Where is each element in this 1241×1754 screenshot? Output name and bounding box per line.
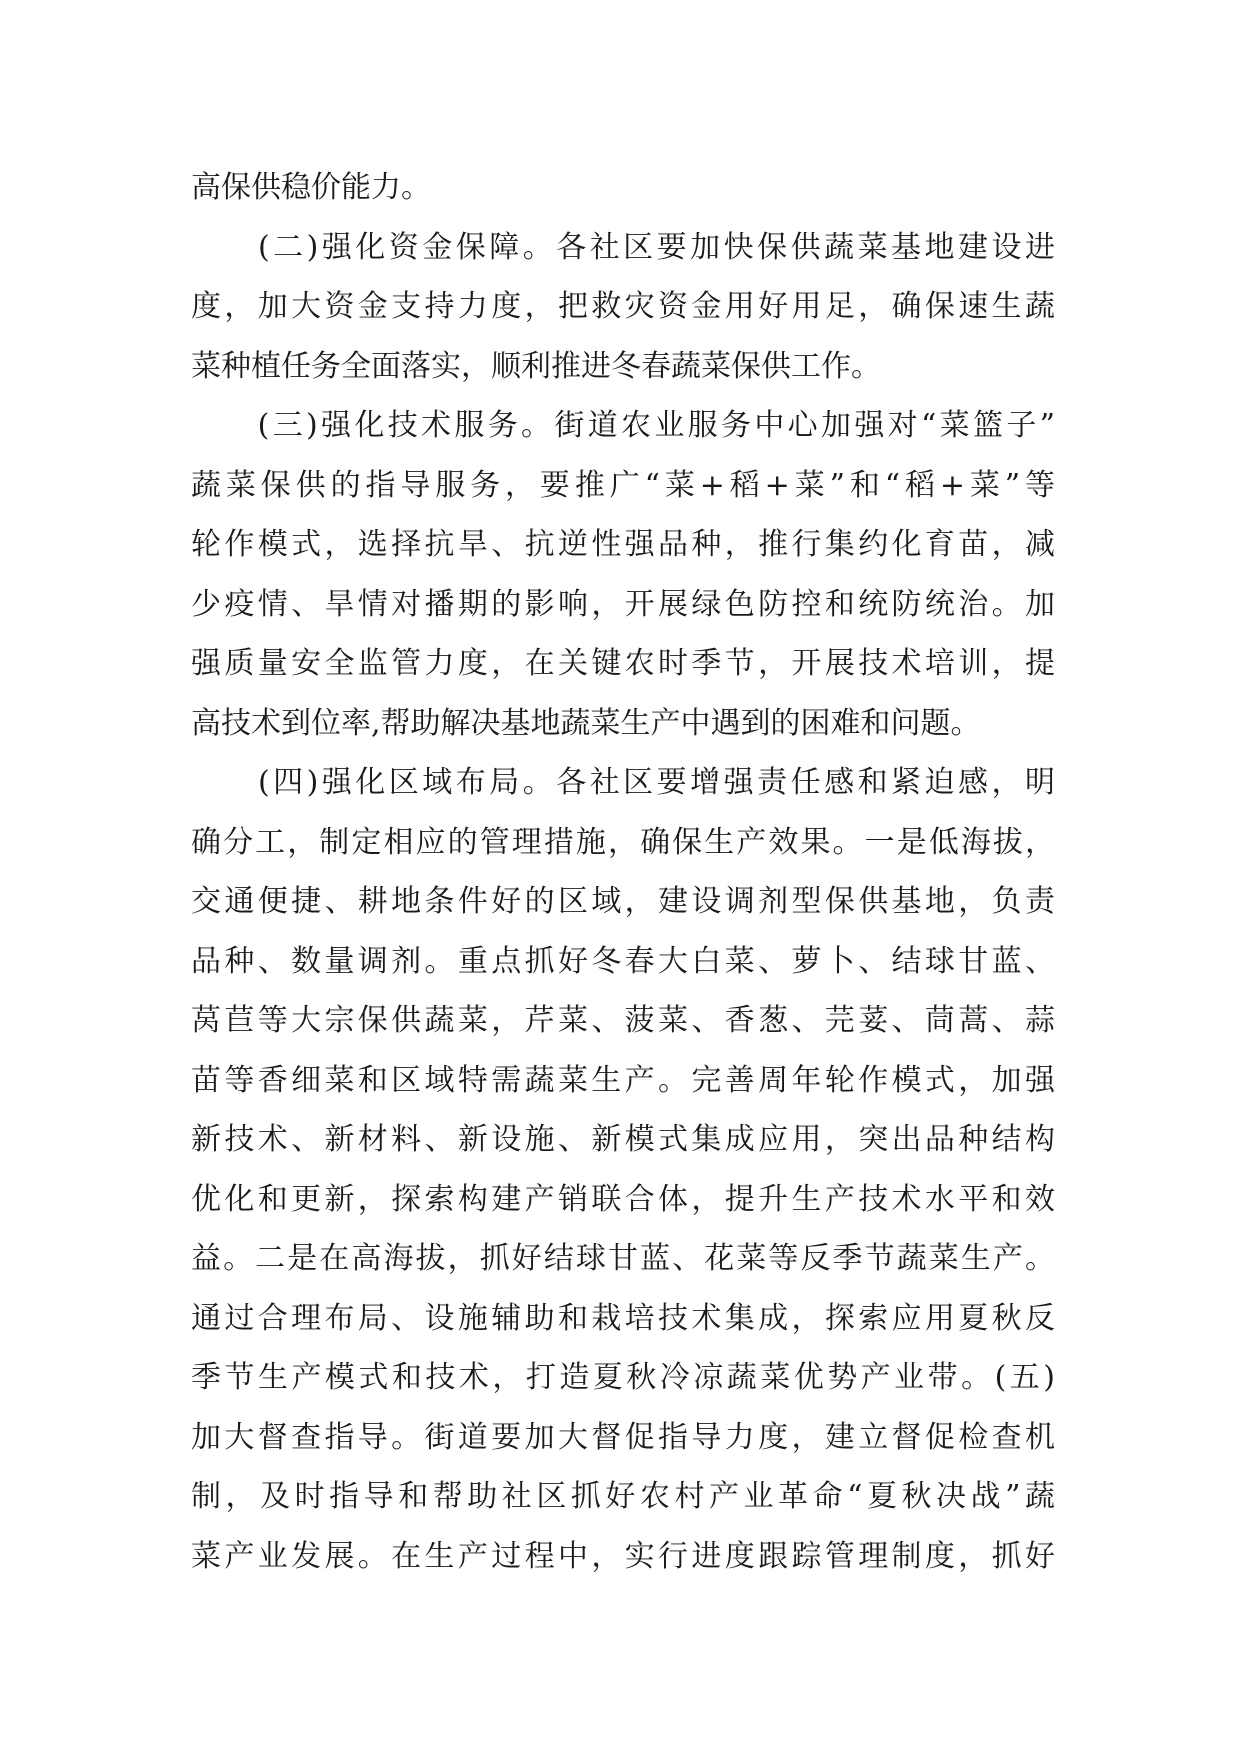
text-line: 高保供稳价能力。 [191, 170, 431, 205]
text-line: 新技术、新材料、新设施、新模式集成应用，突出品种结构 [191, 1122, 1055, 1157]
text-line: 菜种植任务全面落实，顺利推进冬春蔬菜保供工作。 [191, 348, 881, 384]
text-line: 制，及时指导和帮助社区抓好农村产业革命“夏秋决战”蔬 [191, 1479, 1055, 1514]
text-line: 确分工，制定相应的管理措施，确保生产效果。一是低海拔， [191, 824, 1055, 860]
text-line: 莴苣等大宗保供蔬菜，芹菜、菠菜、香葱、芫荽、茼蒿、蒜 [191, 1003, 1055, 1038]
text-line: (二)强化资金保障。各社区要加快保供蔬菜基地建设进 [191, 229, 1055, 265]
text-line: 优化和更新，探索构建产销联合体，提升生产技术水平和效 [191, 1181, 1055, 1217]
text-line: 通过合理布局、设施辅助和栽培技术集成，探索应用夏秋反 [191, 1300, 1055, 1336]
text-line: 加大督查指导。街道要加大督促指导力度，建立督促检查机 [191, 1419, 1055, 1455]
text-line: 菜产业发展。在生产过程中，实行进度跟踪管理制度，抓好 [191, 1538, 1055, 1574]
text-line: 品种、数量调剂。重点抓好冬春大白菜、萝卜、结球甘蓝、 [191, 943, 1055, 979]
text-line: (三)强化技术服务。街道农业服务中心加强对“菜篮子” [191, 408, 1055, 443]
text-line: 苗等香细菜和区域特需蔬菜生产。完善周年轮作模式，加强 [191, 1062, 1055, 1098]
text-line: 高技术到位率,帮助解决基地蔬菜生产中遇到的困难和问题。 [191, 705, 981, 741]
text-line: 少疫情、旱情对播期的影响，开展绿色防控和统防统治。加 [191, 586, 1055, 622]
text-line: 蔬菜保供的指导服务，要推广“菜+稻+菜”和“稻+菜”等 [191, 467, 1055, 503]
text-line: 交通便捷、耕地条件好的区域，建设调剂型保供基地，负责 [191, 884, 1055, 919]
text-line: 轮作模式，选择抗旱、抗逆性强品种，推行集约化育苗，减 [191, 527, 1055, 562]
text-line: 益。二是在高海拔，抓好结球甘蓝、花菜等反季节蔬菜生产。 [191, 1241, 1055, 1276]
text-line: 强质量安全监管力度，在关键农时季节，开展技术培训，提 [191, 646, 1055, 681]
text-line: (四)强化区域布局。各社区要增强责任感和紧迫感，明 [191, 765, 1055, 800]
body-text [191, 158, 1055, 1586]
text-line: 季节生产模式和技术，打造夏秋冷凉蔬菜优势产业带。(五) [191, 1360, 1055, 1395]
text-line: 度，加大资金支持力度，把救灾资金用好用足，确保速生蔬 [191, 289, 1055, 324]
